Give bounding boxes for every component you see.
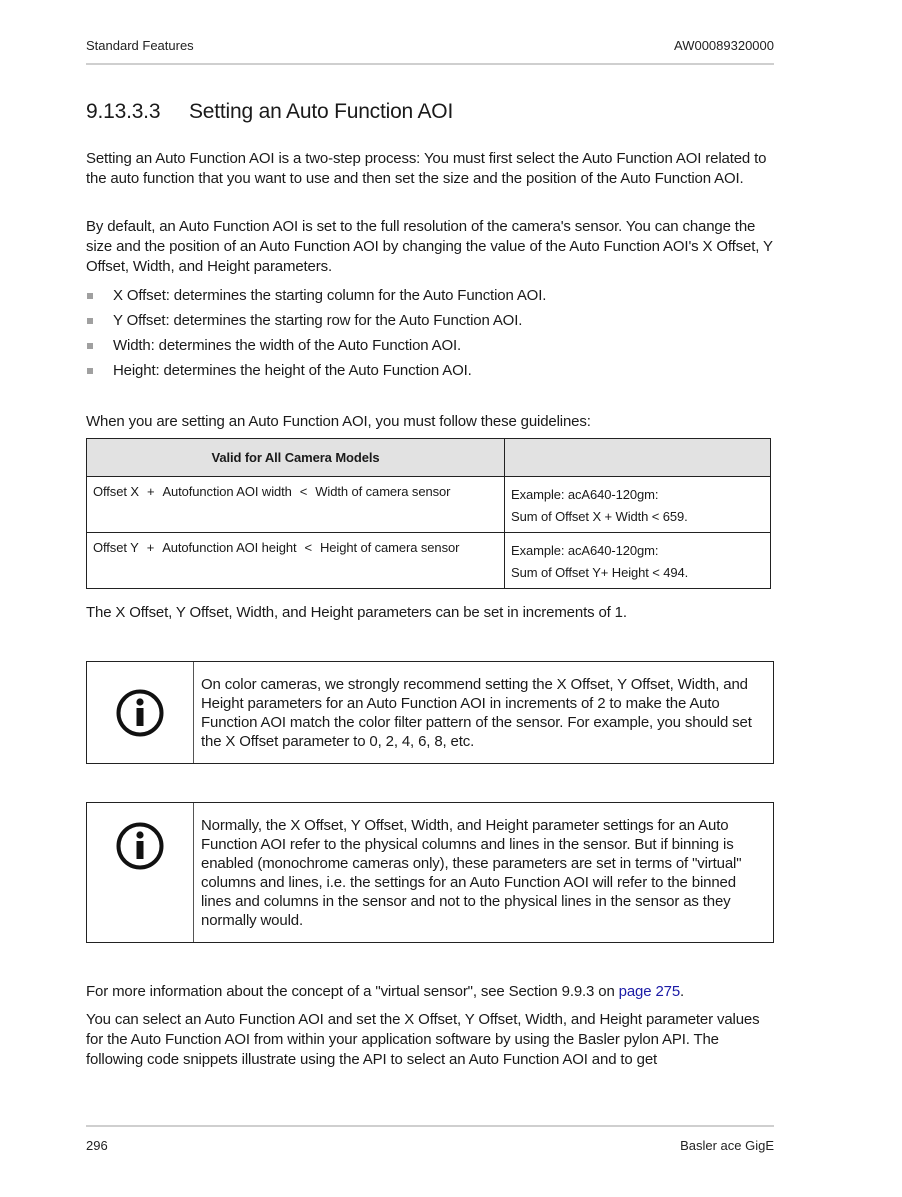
table-cell-example: Example: acA640-120gm: Sum of Offset X + Width < 659. [505, 477, 771, 533]
table-cell-formula: Offset X + Autofunction AOI width < Width of camera sensor [87, 477, 505, 533]
list-item: X Offset: determines the starting column for the Auto Function AOI. [86, 285, 776, 310]
parameter-list [86, 285, 776, 385]
info-note-color-cameras [86, 661, 774, 764]
info-icon [115, 688, 165, 738]
table-header-cell: Valid for All Camera Models [87, 439, 505, 477]
header-document-id: AW00089320000 [674, 38, 774, 53]
running-header [86, 38, 774, 58]
section-title [86, 100, 453, 124]
list-item: Y Offset: determines the starting row for the Auto Function AOI. [86, 310, 776, 335]
list-item: Height: determines the height of the Auto Function AOI. [86, 360, 776, 385]
default-paragraph: By default, an Auto Function AOI is set to the full resolution of the camera's sensor. You can change the size and the position of an Auto Function AOI by changing the value of the Auto Function AOI's X Offset, Y Offset, Width, and Height parameters. [86, 218, 773, 275]
guidelines-intro: When you are setting an Auto Function AOI, you must follow these guidelines: [86, 413, 591, 430]
header-section-name: Standard Features [86, 38, 194, 53]
running-footer [86, 1138, 774, 1158]
info-icon [115, 821, 165, 871]
table-header-row [87, 439, 771, 477]
note-icon-cell [87, 662, 194, 763]
page-number: 296 [86, 1138, 108, 1153]
table-cell-example: Example: acA640-120gm: Sum of Offset Y+ Height < 494. [505, 533, 771, 589]
table-row [87, 477, 771, 533]
table-row [87, 533, 771, 589]
table-header-cell [505, 439, 771, 477]
guidelines-table [86, 438, 771, 589]
section-number: 9.13.3.3 [86, 100, 161, 123]
note-text: On color cameras, we strongly recommend setting the X Offset, Y Offset, Width, and Height parameters for an Auto Function AOI in increments of 2 to make the Auto Function AOI match the color filter pattern of the sensor. For example, you should set the X Offset parameter to 0, 2, 4, 6, 8, etc. [201, 676, 752, 750]
note-text: Normally, the X Offset, Y Offset, Width, and Height parameter settings for an Auto Function AOI refer to the physical columns and lines in the sensor. But if binning is enabled (monochrome cameras only), these parameters are set in terms of "virtual" columns and lines, i.e. the settings for an Auto Function AOI will refer to the binned lines and columns in the sensor and not to the physical lines in the sensor as they normally would. [201, 817, 742, 929]
bullet-square-icon [87, 343, 93, 349]
product-name: Basler ace GigE [680, 1138, 774, 1153]
footer-rule [86, 1125, 774, 1127]
bullet-square-icon [87, 293, 93, 299]
api-paragraph: You can select an Auto Function AOI and set the X Offset, Y Offset, Width, and Height parameter values for the Auto Function AOI from within your application software by using the Basler pylon API. The following code snippets illustrate using the API to select an Auto Function AOI and to get [86, 1011, 760, 1068]
increments-paragraph: The X Offset, Y Offset, Width, and Height parameters can be set in increments of 1. [86, 604, 627, 621]
header-rule [86, 63, 774, 65]
list-item: Width: determines the width of the Auto Function AOI. [86, 335, 776, 360]
bullet-square-icon [87, 368, 93, 374]
section-title-text: Setting an Auto Function AOI [189, 100, 454, 123]
info-note-binning [86, 802, 774, 943]
bullet-square-icon [87, 318, 93, 324]
intro-paragraph: Setting an Auto Function AOI is a two-step process: You must first select the Auto Function AOI related to the auto function that you want to use and then set the size and the position of the Auto Function AOI. [86, 150, 767, 187]
more-info-paragraph: For more information about the concept of a "virtual sensor", see Section 9.9.3 on page 275. [86, 983, 685, 1000]
note-icon-cell [87, 803, 194, 942]
table-cell-formula: Offset Y + Autofunction AOI height < Height of camera sensor [87, 533, 505, 589]
page-275-link[interactable]: page 275 [618, 983, 681, 1000]
